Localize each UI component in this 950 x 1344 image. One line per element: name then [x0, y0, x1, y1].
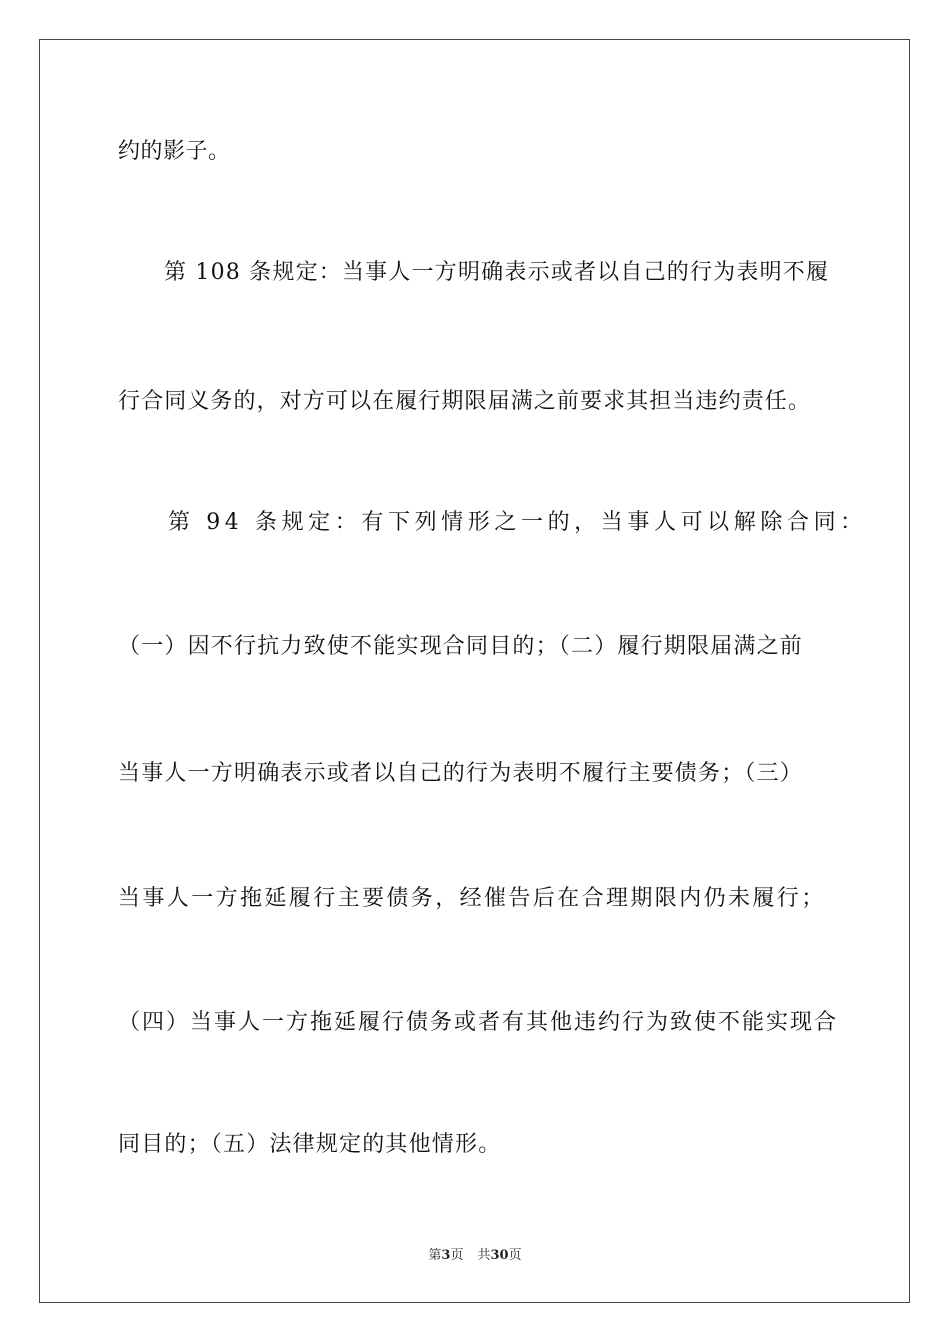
footer-total-pages: 30 [490, 1248, 509, 1263]
page-footer [0, 1247, 950, 1265]
footer-total-suffix: 页 [508, 1248, 522, 1263]
body-text-line-3: 行合同义务的，对方可以在履行期限届满之前要求其担当违约责任。 [118, 389, 812, 414]
footer-page-number: 3 [441, 1248, 451, 1263]
body-text-line-5: （一）因不行抗力致使不能实现合同目的；（二）履行期限届满之前 [118, 634, 804, 659]
footer-page-prefix: 第 [428, 1248, 442, 1263]
body-text-line-1: 约的影子。 [118, 139, 231, 164]
body-text-line-2: 第 108 条规定：当事人一方明确表示或者以自己的行为表明不履 [164, 260, 830, 285]
footer-page-suffix: 页 [450, 1248, 464, 1263]
page-border [39, 39, 910, 1303]
body-text-line-6: 当事人一方明确表示或者以自己的行为表明不履行主要债务；（三） [118, 761, 804, 786]
body-text-line-7: 当事人一方拖延履行主要债务，经催告后在合理期限内仍未履行； [118, 886, 826, 911]
footer-total-prefix: 共 [477, 1248, 491, 1263]
body-text-line-8: （四）当事人一方拖延履行债务或者有其他违约行为致使不能实现合 [118, 1010, 839, 1035]
body-text-line-4: 第 94 条规定：有下列情形之一的，当事人可以解除合同： [168, 510, 867, 535]
body-text-line-9: 同目的；（五）法律规定的其他情形。 [118, 1132, 502, 1157]
